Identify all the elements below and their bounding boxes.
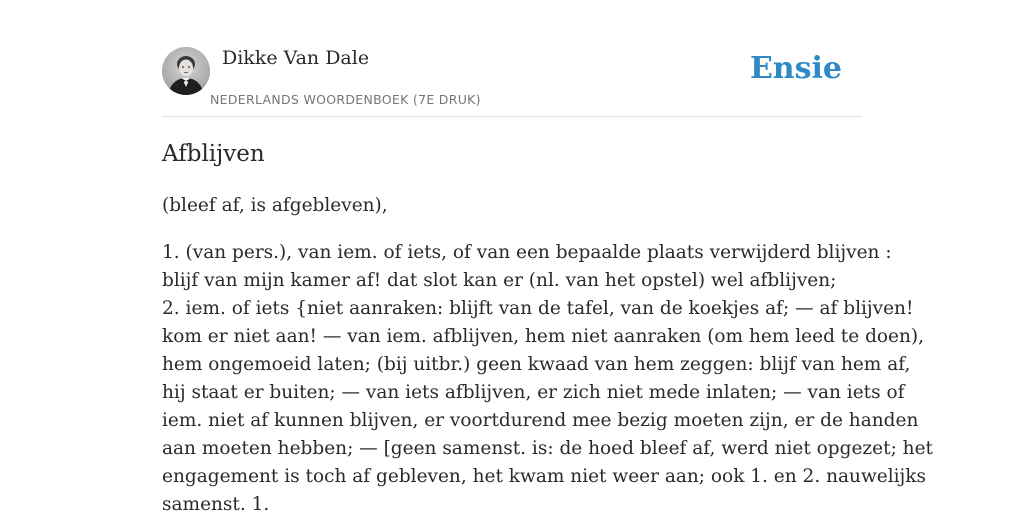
definition-line: hij staat er buiten; — van iets afblijven, er zich niet mede inlaten; — van iets of — [162, 382, 905, 403]
definition-line: 2. iem. of iets {niet aanraken: blijft van de tafel, van de koekjes af; — af blijven! — [162, 298, 914, 319]
definition-line: samenst. 1. — [162, 494, 270, 512]
definition-line: blijf van mijn kamer af! dat slot kan er (nl. van het opstel) wel afblijven; — [162, 270, 837, 291]
brand-logo[interactable]: Ensie — [749, 51, 842, 86]
entry-definitions — [162, 239, 933, 512]
portrait-image — [162, 47, 210, 95]
author-avatar[interactable] — [162, 47, 210, 95]
source-name[interactable]: NEDERLANDS WOORDENBOEK (7E DRUK) — [210, 92, 481, 107]
header — [162, 0, 862, 117]
definition-line: iem. niet af kunnen blijven, er voortdurend mee bezig moeten zijn, er de handen — [162, 410, 919, 431]
author-name[interactable]: Dikke Van Dale — [222, 47, 370, 69]
definition-line: engagement is toch af gebleven, het kwam niet weer aan; ook 1. en 2. nauwelijks — [162, 466, 927, 487]
entry-forms: (bleef af, is afgebleven), — [162, 195, 388, 216]
definition-line: 1. (van pers.), van iem. of iets, of van een bepaalde plaats verwijderd blijven : — [162, 242, 892, 263]
definition-line: hem ongemoeid laten; (bij uitbr.) geen kwaad van hem zeggen: blijf van hem af, — [162, 354, 911, 375]
definition-line: kom er niet aan! — van iem. afblijven, hem niet aanraken (om hem leed te doen), — [162, 326, 925, 347]
definition-line: aan moeten hebben; — [geen samenst. is: de hoed bleef af, werd niet opgezet; het — [162, 438, 933, 459]
entry-title: Afblijven — [162, 141, 265, 167]
